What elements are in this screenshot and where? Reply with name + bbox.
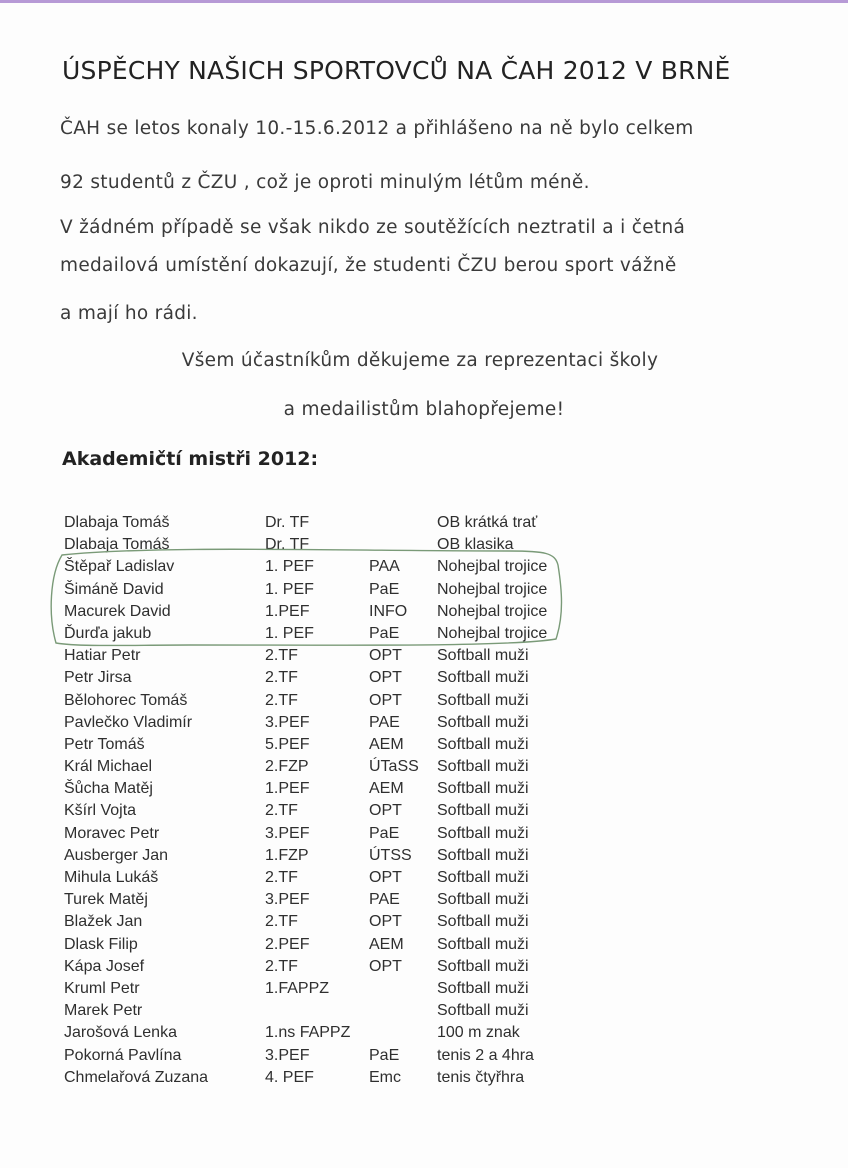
athlete-name: Dlabaja Tomáš — [64, 536, 170, 554]
athlete-faculty: 3.PEF — [265, 891, 310, 909]
athlete-name: Marek Petr — [64, 1002, 143, 1020]
athlete-faculty: 2.TF — [265, 957, 298, 975]
athlete-name: Macurek David — [64, 602, 171, 620]
athlete-discipline: Softball muži — [437, 780, 529, 798]
athlete-discipline: Nohejbal trojice — [437, 624, 548, 642]
athlete-name: Šimáně David — [64, 580, 164, 598]
athlete-discipline: Nohejbal trojice — [437, 602, 548, 620]
athlete-discipline: Softball muži — [437, 758, 529, 776]
athlete-name: Kápa Josef — [64, 957, 145, 975]
athlete-discipline: Nohejbal trojice — [437, 558, 548, 576]
athlete-name: Ďurďa jakub — [64, 624, 152, 642]
athlete-faculty: 5.PEF — [265, 735, 310, 753]
athlete-faculty: 4. PEF — [265, 1068, 314, 1086]
athlete-faculty: 1.PEF — [265, 780, 310, 798]
table-row — [64, 847, 584, 869]
athlete-discipline: Softball muži — [437, 669, 529, 687]
athlete-field: ÚTSS — [369, 846, 412, 864]
athlete-discipline: Softball muži — [437, 979, 529, 997]
athlete-faculty: 1. PEF — [265, 558, 314, 576]
athlete-faculty: 1.ns FAPPZ — [265, 1024, 351, 1042]
table-row — [64, 825, 584, 847]
athlete-field: OPT — [369, 647, 402, 665]
athlete-name: Jarošová Lenka — [64, 1024, 177, 1042]
table-row — [64, 714, 584, 736]
athlete-faculty: 1.FZP — [265, 846, 309, 864]
athlete-name: Petr Tomáš — [64, 735, 145, 753]
athlete-discipline: Softball muži — [437, 802, 529, 820]
athlete-faculty: 1.FAPPZ — [265, 979, 330, 997]
athlete-field: OPT — [369, 957, 402, 975]
congrats-line: a medailistům blahopřejeme! — [283, 399, 565, 420]
athlete-name: Pavlečko Vladimír — [64, 713, 193, 731]
table-row — [64, 869, 584, 891]
athlete-discipline: tenis 2 a 4hra — [437, 1046, 534, 1064]
athlete-name: Štěpař Ladislav — [64, 558, 175, 576]
athlete-faculty: 2.TF — [265, 802, 298, 820]
athlete-field: AEM — [369, 935, 404, 953]
athlete-field: AEM — [369, 780, 404, 798]
athlete-faculty: 3.PEF — [265, 824, 310, 842]
table-row — [64, 980, 584, 1002]
athlete-faculty: 3.PEF — [265, 713, 310, 731]
athlete-faculty: 1. PEF — [265, 624, 314, 642]
athlete-discipline: Softball muži — [437, 713, 529, 731]
athlete-name: Dlabaja Tomáš — [64, 514, 170, 531]
athlete-faculty: Dr. TF — [265, 514, 310, 531]
athlete-discipline: Nohejbal trojice — [437, 580, 548, 598]
table-row — [64, 514, 584, 536]
athlete-field: ÚTaSS — [369, 758, 419, 776]
athlete-field: PaE — [369, 624, 400, 642]
athlete-faculty: Dr. TF — [265, 536, 310, 554]
athlete-field: OPT — [369, 913, 402, 931]
athlete-name: Šůcha Matěj — [64, 780, 153, 798]
athlete-field: OPT — [369, 691, 402, 709]
athlete-discipline: Softball muži — [437, 647, 529, 665]
table-row — [64, 1069, 584, 1091]
athlete-faculty: 2.TF — [265, 691, 298, 709]
pen-circle-mark — [40, 535, 580, 655]
table-row — [64, 692, 584, 714]
athlete-name: Ausberger Jan — [64, 846, 169, 864]
table-row — [64, 758, 584, 780]
athlete-discipline: Softball muži — [437, 824, 529, 842]
athlete-name: Kruml Petr — [64, 979, 140, 997]
athlete-discipline: OB klasika — [437, 536, 514, 554]
athlete-faculty: 2.TF — [265, 647, 298, 665]
scan-edge — [0, 0, 848, 3]
athlete-discipline: Softball muži — [437, 846, 529, 864]
athlete-name: Chmelařová Zuzana — [64, 1068, 209, 1086]
athlete-name: Kšírl Vojta — [64, 802, 137, 820]
athlete-discipline: Softball muži — [437, 891, 529, 909]
intro-line-1: ČAH se letos konaly 10.-15.6.2012 a přihlášeno na ně bylo celkem — [60, 118, 694, 139]
athlete-field: OPT — [369, 869, 402, 886]
athlete-discipline: Softball muži — [437, 691, 529, 709]
athlete-name: Pokorná Pavlína — [64, 1046, 182, 1064]
page-title: ÚSPĚCHY NAŠICH SPORTOVCŮ NA ČAH 2012 V BRNĚ — [62, 56, 731, 85]
table-row — [64, 1002, 584, 1024]
athlete-field: PaE — [369, 824, 400, 842]
table-row — [64, 780, 584, 802]
table-row — [64, 958, 584, 980]
athlete-faculty: 2.TF — [265, 869, 298, 886]
athlete-field: PAE — [369, 891, 400, 909]
athlete-discipline: Softball muži — [437, 735, 529, 753]
table-row — [64, 669, 584, 691]
athlete-discipline: Softball muži — [437, 1002, 529, 1020]
athlete-field: PAE — [369, 713, 400, 731]
athlete-name: Mihula Lukáš — [64, 869, 159, 886]
athlete-faculty: 2.PEF — [265, 935, 310, 953]
table-row — [64, 891, 584, 913]
athlete-faculty: 1.PEF — [265, 602, 310, 620]
athlete-name: Petr Jirsa — [64, 669, 132, 687]
athlete-discipline: Softball muži — [437, 913, 529, 931]
athlete-faculty: 1. PEF — [265, 580, 314, 598]
athlete-discipline: Softball muži — [437, 957, 529, 975]
athlete-discipline: tenis čtyřhra — [437, 1068, 525, 1086]
intro-line-4: medailová umístění dokazují, že studenti ČZU berou sport vážně — [60, 255, 677, 276]
athlete-faculty: 2.FZP — [265, 758, 309, 776]
athlete-field: OPT — [369, 669, 402, 687]
athlete-field: Emc — [369, 1068, 401, 1086]
champions-heading: Akademičtí mistři 2012: — [62, 448, 319, 470]
intro-line-2: 92 studentů z ČZU , což je oproti minulým létům méně. — [60, 172, 590, 193]
athlete-name: Dlask Filip — [64, 935, 138, 953]
athlete-field: AEM — [369, 735, 404, 753]
athlete-discipline: Softball muži — [437, 869, 529, 886]
athlete-field: PaE — [369, 580, 400, 598]
table-row — [64, 936, 584, 958]
intro-line-5: a mají ho rádi. — [60, 303, 198, 324]
athlete-discipline: Softball muži — [437, 935, 529, 953]
athlete-name: Král Michael — [64, 758, 153, 776]
table-row — [64, 802, 584, 824]
athlete-discipline: OB krátká trať — [437, 514, 538, 531]
table-row — [64, 1024, 584, 1046]
athlete-field: OPT — [369, 802, 402, 820]
table-row — [64, 913, 584, 935]
thanks-line: Všem účastníkům děkujeme za reprezentaci školy — [181, 350, 659, 371]
athlete-name: Blažek Jan — [64, 913, 143, 931]
athlete-field: INFO — [369, 602, 408, 620]
athlete-discipline: 100 m znak — [437, 1024, 520, 1042]
athlete-field: PAA — [369, 558, 400, 576]
table-row — [64, 736, 584, 758]
table-row — [64, 1047, 584, 1069]
athlete-faculty: 2.TF — [265, 669, 298, 687]
athlete-name: Moravec Petr — [64, 824, 160, 842]
athlete-name: Turek Matěj — [64, 891, 148, 909]
athlete-faculty: 2.TF — [265, 913, 298, 931]
athlete-field: PaE — [369, 1046, 400, 1064]
intro-line-3: V žádném případě se však nikdo ze soutěžících neztratil a i četná — [60, 217, 686, 238]
athlete-faculty: 3.PEF — [265, 1046, 310, 1064]
athlete-name: Hatiar Petr — [64, 647, 141, 665]
athlete-name: Bělohorec Tomáš — [64, 691, 188, 709]
